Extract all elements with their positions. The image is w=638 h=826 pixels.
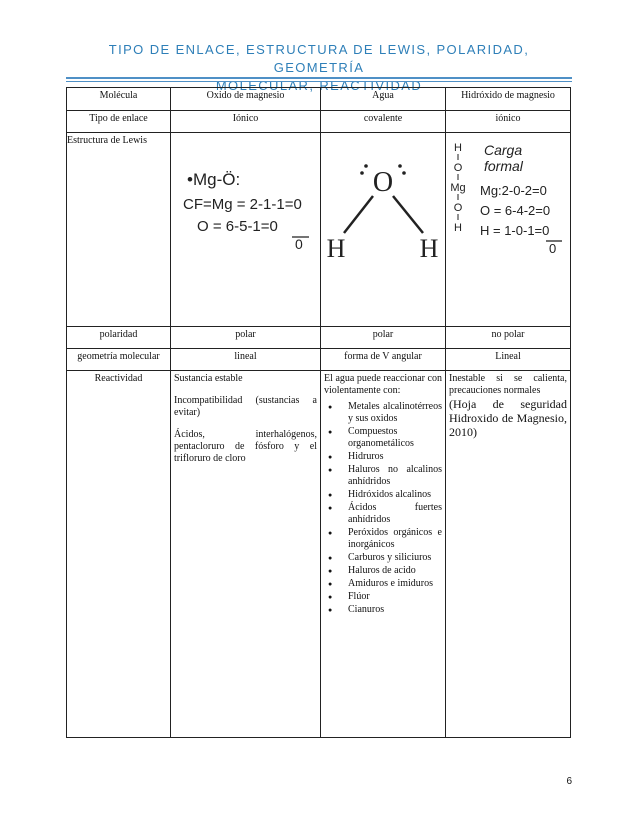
mgoh-line2: O = 6-4-2=0 (480, 203, 551, 218)
cell-reactividad-mgoh (446, 371, 571, 738)
row-lewis (67, 133, 571, 327)
cell-reactividad-mgo (171, 371, 321, 738)
mgoh-atom: O (453, 202, 463, 214)
cell-molecula-agua: Agua (321, 88, 446, 111)
row-label-molecula: Molécula (67, 88, 171, 111)
cell-tipo-mgo: Iónico (171, 111, 321, 133)
row-label-geometria: geometría molecular (67, 349, 171, 371)
mgo-lewis-line3: O = 6-5-1=0 (197, 218, 278, 235)
row-polaridad (67, 327, 571, 349)
title-line-1: TIPO DE ENLACE, ESTRUCTURA DE LEWIS, POLARIDAD, GEOMETRÍA (108, 42, 530, 75)
cell-lewis-mgoh (446, 133, 571, 327)
mgo-lewis-line2: CF=Mg = 2-1-1=0 (183, 196, 302, 213)
reactividad-mgoh-p2: (Hoja de seguridad Hidroxido de Magnesio, 2010) (449, 397, 567, 439)
mgoh-atom: H (454, 222, 462, 234)
cell-geometria-mgoh: Lineal (446, 349, 571, 371)
cell-lewis-agua (321, 133, 446, 327)
water-oxygen: O (372, 167, 394, 198)
list-item: ● Peróxidos orgánicos e inorgánicos (348, 527, 442, 551)
mgo-lewis-line1: •Mg-Ö: (187, 170, 241, 189)
list-item: ● Haluros no alcalinos anhídridos (348, 464, 442, 488)
title-rule-thick (66, 77, 572, 79)
mgo-zero: 0 (295, 236, 303, 252)
lone-pair-dot (360, 171, 364, 175)
title-rule-thin (66, 81, 572, 82)
cell-reactividad-agua (321, 371, 446, 738)
mgoh-zero: 0 (549, 241, 557, 256)
row-label-reactividad: Reactividad (67, 371, 171, 738)
cell-polaridad-agua: polar (321, 327, 446, 349)
list-item: ● Haluros de acido (348, 565, 442, 577)
list-item: ● Compuestos organometálicos (348, 426, 442, 450)
list-item: ● Flúor (348, 591, 442, 603)
row-label-polaridad: polaridad (67, 327, 171, 349)
water-hydrogen-left: H (326, 234, 346, 263)
mgoh-atom: O (453, 162, 463, 174)
title-line-2: MOLECULAR, REACTIVIDAD (215, 78, 423, 93)
cell-geometria-agua: forma de V angular (321, 349, 446, 371)
list-item: ● Amiduros e imiduros (348, 578, 442, 590)
list-item: ● Carburos y siliciuros (348, 552, 442, 564)
bond-right (393, 196, 423, 233)
water-hydrogen-right: H (419, 234, 439, 263)
mgoh-atom: Mg (450, 182, 466, 194)
cell-polaridad-mgo: polar (171, 327, 321, 349)
mgoh-lewis-sketch (446, 133, 571, 322)
lone-pair-dot (364, 164, 368, 168)
list-item: ● Hidróxidos alcalinos (348, 489, 442, 501)
reactividad-agua-intro: El agua puede reaccionar con violentamente con: (324, 373, 442, 396)
list-item: ● Cianuros (348, 604, 442, 616)
mgo-lewis-sketch (171, 133, 321, 322)
mgoh-line1: Mg:2-0-2=0 (480, 183, 547, 198)
mgoh-note-carga: Carga (484, 142, 523, 158)
row-molecula (67, 88, 571, 111)
page-number: 6 (566, 776, 572, 787)
cell-lewis-mgo (171, 133, 321, 327)
mgoh-atom: H (454, 142, 462, 154)
bond-left (344, 196, 373, 233)
lone-pair-dot (402, 171, 406, 175)
mgoh-note-formal: formal (484, 158, 523, 174)
water-lewis-structure (321, 133, 446, 322)
cell-geometria-mgo: lineal (171, 349, 321, 371)
list-item: ● Ácidos fuertes anhídridos (348, 502, 442, 526)
reactividad-mgo-p1: Sustancia estable (174, 373, 243, 384)
row-label-lewis: Estructura de Lewis (67, 133, 171, 327)
mgoh-line3: H = 1-0-1=0 (480, 223, 550, 238)
cell-molecula-mgo: Oxido de magnesio (171, 88, 321, 111)
reactividad-agua-list (324, 401, 442, 616)
cell-molecula-mgoh: Hidróxido de magnesio (446, 88, 571, 111)
lone-pair-dot (398, 164, 402, 168)
row-tipo-enlace (67, 111, 571, 133)
cell-tipo-mgoh: iónico (446, 111, 571, 133)
row-geometria (67, 349, 571, 371)
cell-polaridad-mgoh: no polar (446, 327, 571, 349)
reactividad-mgo-p2: Incompatibilidad (sustancias a evitar) (174, 395, 317, 418)
reactividad-mgoh-p1: Inestable si se calienta, precauciones normales (449, 373, 567, 396)
row-label-tipo: Tipo de enlace (67, 111, 171, 133)
comparison-table (66, 87, 571, 738)
reactividad-mgo-p3: Ácidos, interhalógenos, pentacloruro de fósforo y el trifloruro de cloro (174, 429, 317, 464)
cell-tipo-agua: covalente (321, 111, 446, 133)
row-reactividad (67, 371, 571, 738)
list-item: ● Hidruros (348, 451, 442, 463)
list-item: ● Metales alcalinotérreos y sus oxidos (348, 401, 442, 425)
